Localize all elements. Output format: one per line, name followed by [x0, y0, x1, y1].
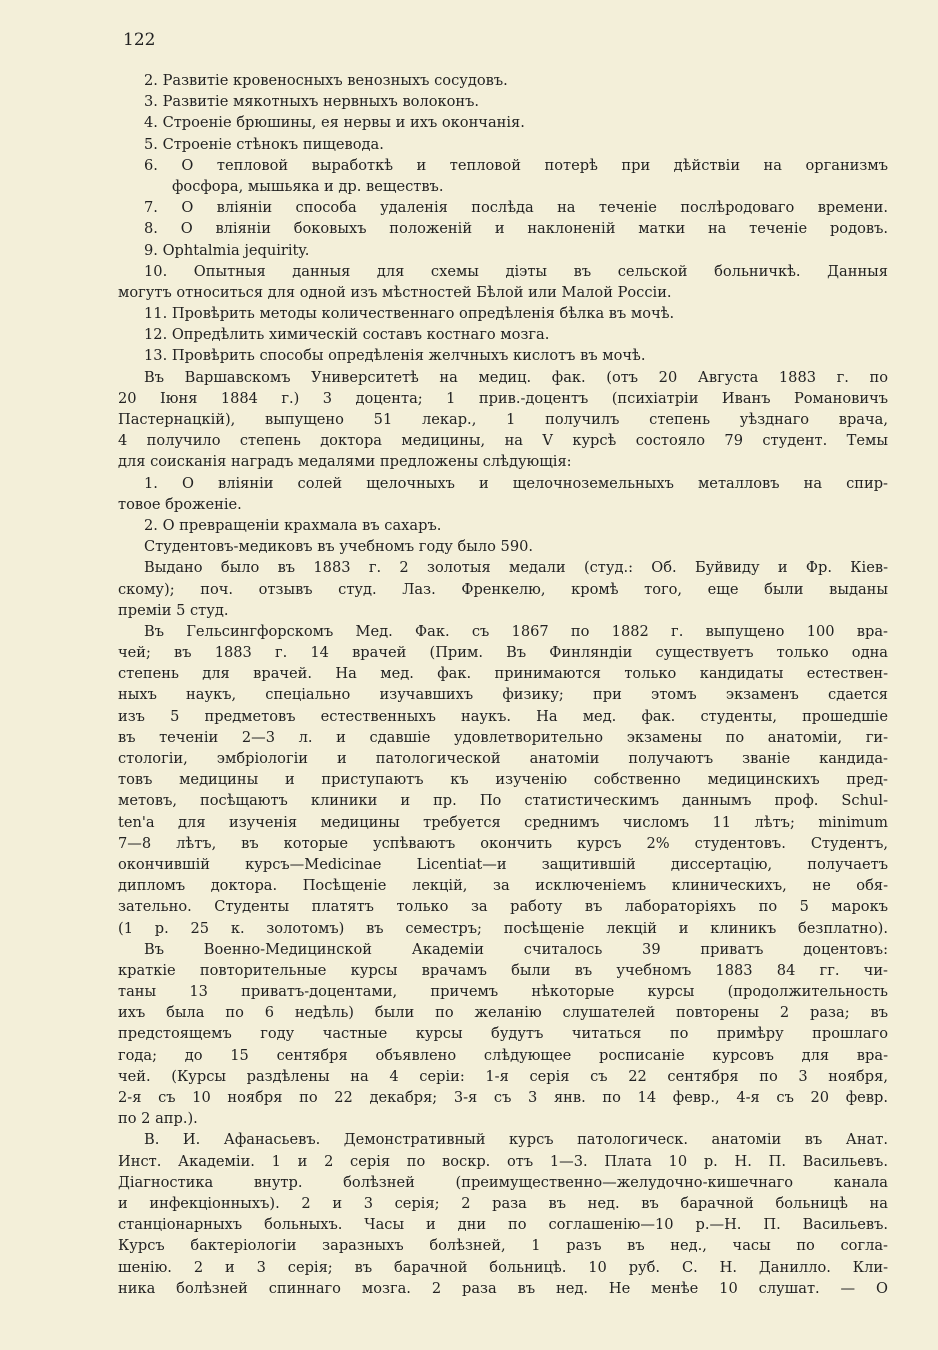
text-line: Пастернацкій), выпущено 51 лекар., 1 получилъ степень уѣзднаго врача,: [118, 411, 888, 428]
text-line: дипломъ доктора. Посѣщеніе лекцій, за исключеніемъ клиническихъ, не обя-: [118, 877, 888, 895]
text-line: 20 Іюня 1884 г.) 3 доцента; 1 прив.-доцентъ (психіатріи Иванъ Романовичъ: [118, 389, 888, 407]
text-line: Инст. Академіи. 1 и 2 серія по воскр. отъ 1—3. Плата 10 р. Н. П. Васильевъ.: [118, 1152, 888, 1170]
text-line: предстоящемъ году частные курсы будутъ читаться по примѣру прошлаго: [118, 1025, 888, 1043]
text-line: Курсъ бактеріологіи заразныхъ болѣзней, 1 разъ въ нед., часы по согла-: [118, 1237, 888, 1255]
text-line: окончившій курсъ—Medicinae Licentiat—и защитившій диссертацію, получаетъ: [118, 855, 888, 873]
text-line: ныхъ наукъ, спеціально изучавшихъ физику; при этомъ экзаменъ сдается: [118, 686, 888, 704]
text-line: 2. О превращеніи крахмала въ сахаръ.: [144, 516, 442, 534]
text-line: въ теченіи 2—3 л. и сдавшіе удовлетворительно экзамены по анатоміи, ги-: [118, 728, 888, 746]
text-line: 3. Развитіе мякотныхъ нервныхъ волоконъ.: [144, 93, 480, 111]
text-line: 11. Провѣрить методы количественнаго опредѣленія бѣлка въ мочѣ.: [144, 305, 675, 323]
text-line: и инфекціонныхъ). 2 и 3 серія; 2 раза въ нед. въ барачной больницѣ на: [118, 1194, 888, 1212]
text-line: ихъ была по 6 недѣль) были по желанію слушателей повторены 2 раза; въ: [118, 1004, 888, 1022]
text-line: Діагностика внутр. болѣзней (преимущественно—желудочно-кишечнаго канала: [118, 1173, 888, 1191]
text-line: таны 13 приватъ-доцентами, причемъ нѣкоторые курсы (продолжительность: [118, 983, 888, 1001]
text-line: для соисканія наградъ медалями предложены слѣдующія:: [118, 453, 572, 471]
text-line: 8. О вліяніи боковыхъ положеній и наклоненій матки на теченіе родовъ.: [144, 220, 888, 238]
text-line: 5. Строеніе стѣнокъ пищевода.: [144, 135, 384, 153]
text-line: 7. О вліяніи способа удаленія послѣда на теченіе послѣродоваго времени.: [144, 199, 888, 217]
text-line: 6. О тепловой выработкѣ и тепловой потерѣ при дѣйствіи на организмъ: [144, 156, 888, 174]
page-number: 122: [123, 30, 156, 50]
text-line: чей. (Курсы раздѣлены на 4 серіи: 1-я серія съ 22 сентября по 3 ноября,: [118, 1067, 888, 1085]
text-line: станціонарныхъ больныхъ. Часы и дни по соглашенію—10 р.—Н. П. Васильевъ.: [118, 1216, 888, 1234]
text-line: 4. Строеніе брюшины, ея нервы и ихъ окончанія.: [144, 114, 525, 132]
text-line: 9. Ophtalmia jequirity.: [144, 241, 310, 259]
text-line: шенію. 2 и 3 серія; въ барачной больницѣ. 10 руб. С. Н. Данилло. Кли-: [118, 1258, 888, 1276]
text-line: преміи 5 студ.: [118, 601, 229, 619]
text-line: метовъ, посѣщаютъ клиники и пр. По статистическимъ даннымъ проф. Schul-: [118, 792, 888, 810]
text-line: года; до 15 сентября объявлено слѣдующее росписаніе курсовъ для вра-: [118, 1046, 888, 1064]
text-line: ten'a для изученія медицины требуется среднимъ числомъ 11 лѣтъ; minimum: [118, 813, 888, 831]
text-line: чей; въ 1883 г. 14 врачей (Прим. Въ Финляндіи существуетъ только одна: [118, 644, 888, 662]
text-line: по 2 апр.).: [118, 1110, 198, 1128]
text-line: Выдано было въ 1883 г. 2 золотыя медали (студ.: Об. Буйвиду и Фр. Кіев-: [144, 559, 888, 577]
text-line: 1. О вліяніи солей щелочныхъ и щелочноземельныхъ металловъ на спир-: [144, 474, 888, 492]
text-line: степень для врачей. На мед. фак. принимаются только кандидаты естествен-: [118, 665, 888, 683]
text-line: фосфора, мышьяка и др. веществъ.: [172, 177, 444, 195]
text-line: зательно. Студенты платятъ только за работу въ лабораторіяхъ по 5 марокъ: [118, 898, 888, 916]
text-line: 12. Опредѣлить химическій составъ костнаго мозга.: [144, 326, 550, 344]
text-line: стологіи, эмбріологіи и патологической анатоміи получаютъ званіе кандида-: [118, 750, 888, 767]
body-text: [118, 70, 888, 1299]
text-line: 10. Опытныя данныя для схемы діэты въ сельской больничкѣ. Данныя: [144, 262, 888, 280]
text-line: краткіе повторительные курсы врачамъ были въ учебномъ 1883 84 гг. чи-: [118, 961, 888, 979]
text-line: 2-я съ 10 ноября по 22 декабря; 3-я съ 3 янв. по 14 февр., 4-я съ 20 февр.: [118, 1089, 888, 1106]
text-line: Студентовъ-медиковъ въ учебномъ году было 590.: [144, 538, 534, 556]
text-line: изъ 5 предметовъ естественныхъ наукъ. На мед. фак. студенты, прошедшіе: [118, 707, 888, 725]
text-line: В. И. Афанасьевъ. Демонстративный курсъ патологическ. анатоміи въ Анат.: [144, 1131, 888, 1149]
text-line: Въ Гельсингфорскомъ Мед. Фак. съ 1867 по 1882 г. выпущено 100 вра-: [144, 622, 888, 640]
text-line: могутъ относиться для одной изъ мѣстностей Бѣлой или Малой Россіи.: [118, 283, 672, 301]
text-line: Въ Военно-Медицинской Академіи считалось 39 приватъ доцентовъ:: [144, 940, 888, 958]
text-line: товъ медицины и приступаютъ къ изученію собственно медицинскихъ пред-: [118, 771, 888, 789]
text-line: 4 получило степень доктора медицины, на V курсѣ состояло 79 студент. Темы: [118, 432, 888, 450]
text-line: скому); поч. отзывъ студ. Лаз. Френкелю, кромѣ того, еще были выданы: [118, 580, 888, 598]
text-line: 7—8 лѣтъ, въ которые успѣваютъ окончить курсъ 2% студентовъ. Студентъ,: [118, 834, 888, 852]
text-line: ника болѣзней спиннаго мозга. 2 раза въ нед. Не менѣе 10 слушат. — О: [118, 1279, 888, 1297]
text-line: 2. Развитіе кровеносныхъ венозныхъ сосудовъ.: [144, 72, 508, 89]
text-line: (1 р. 25 к. золотомъ) въ семестръ; посѣщеніе лекцій и клиникъ безплатно).: [118, 919, 888, 937]
text-line: 13. Провѣрить способы опредѣленія желчныхъ кислотъ въ мочѣ.: [144, 347, 646, 365]
text-line: товое броженіе.: [118, 495, 242, 513]
text-line: Въ Варшавскомъ Университетѣ на медиц. фак. (отъ 20 Августа 1883 г. по: [144, 368, 888, 386]
